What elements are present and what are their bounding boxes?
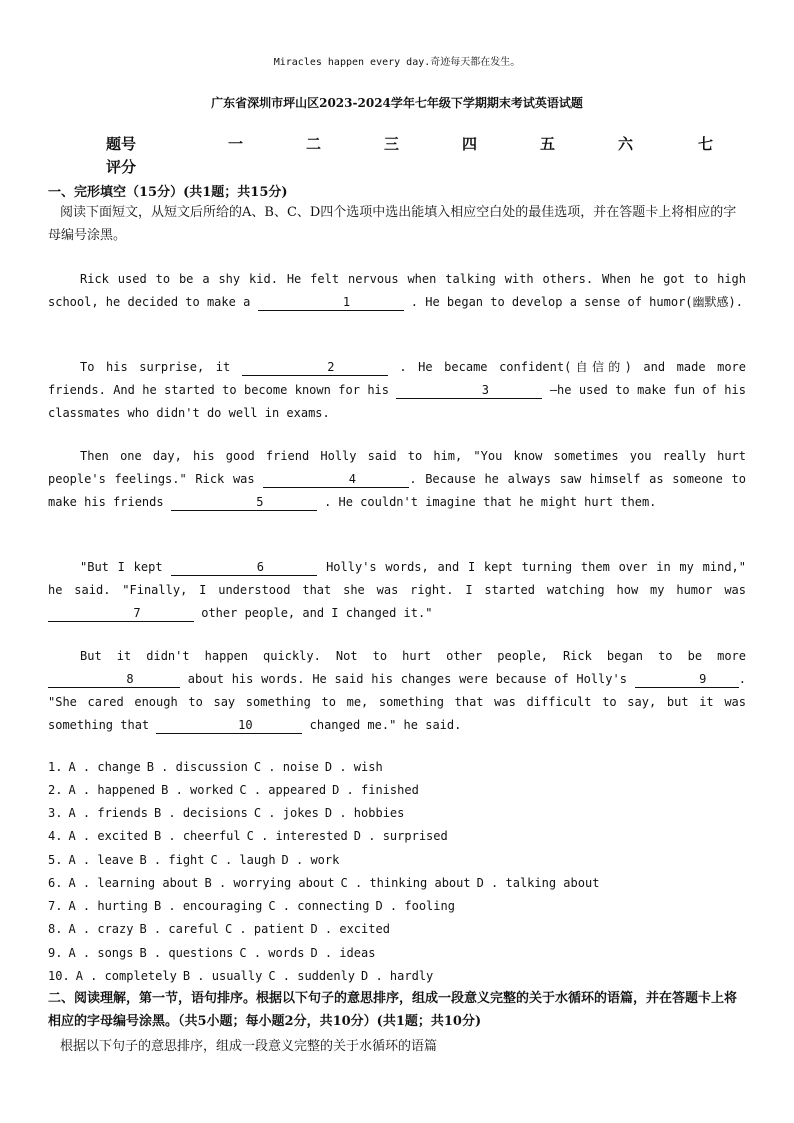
passage-text: Rick used to be a shy kid. He felt nervous when talking with others. When he got to high school, he decided to make a <box>48 272 746 309</box>
page-title: 广东省深圳市坪山区2023-2024学年七年级下学期期末考试英语试题 <box>211 96 583 110</box>
option-d[interactable]: D . talking about <box>476 876 600 890</box>
question-number: 3. <box>48 806 63 820</box>
option-row-6 <box>48 876 605 890</box>
score-col-5: 五 <box>540 135 556 153</box>
passage-paragraph-5 <box>48 645 746 737</box>
option-a[interactable]: A . songs <box>68 946 134 960</box>
option-a[interactable]: A . leave <box>68 853 134 867</box>
option-b[interactable]: B . decisions <box>153 806 248 820</box>
option-b[interactable]: B . cheerful <box>153 829 241 843</box>
passage-paragraph-1 <box>48 268 746 314</box>
option-d[interactable]: D . excited <box>310 922 390 936</box>
option-d[interactable]: D . work <box>281 853 340 867</box>
option-c[interactable]: C . patient <box>224 922 305 936</box>
option-d[interactable]: D . hardly <box>361 969 434 983</box>
page-header-motto: Miracles happen every day.奇迹每天都在发生。 <box>273 57 521 68</box>
option-c[interactable]: C . thinking about <box>340 876 471 890</box>
option-d[interactable]: D . wish <box>324 760 383 774</box>
option-row-1 <box>48 760 389 774</box>
blank-8[interactable]: 8 <box>48 671 180 688</box>
passage-paragraph-4 <box>48 556 746 625</box>
section-1-heading: 一、完形填空（15分）(共1题；共15分) <box>48 185 288 200</box>
option-row-5 <box>48 853 345 867</box>
option-c[interactable]: C . suddenly <box>268 969 356 983</box>
passage-text: . He couldn't imagine that he might hurt them. <box>324 495 657 509</box>
option-c[interactable]: C . laugh <box>210 853 276 867</box>
blank-7[interactable]: 7 <box>48 605 194 622</box>
blank-9[interactable]: 9 <box>635 671 739 688</box>
passage-text: —he used to make fun of his classmates who didn't do well in exams. <box>48 383 746 420</box>
question-number: 4. <box>48 829 63 843</box>
option-d[interactable]: D . fooling <box>375 899 455 913</box>
option-a[interactable]: A . happened <box>68 783 156 797</box>
option-c[interactable]: C . appeared <box>239 783 327 797</box>
score-row-label-score: 评分 <box>106 158 137 176</box>
passage-text: . He began to develop a sense of humor(幽默感). <box>410 295 743 309</box>
blank-4[interactable]: 4 <box>263 471 409 488</box>
score-col-4: 四 <box>462 135 478 153</box>
option-d[interactable]: D . finished <box>332 783 419 797</box>
blank-6[interactable]: 6 <box>171 559 317 576</box>
option-a[interactable]: A . completely <box>75 969 177 983</box>
passage-text: To his surprise, it <box>80 360 231 374</box>
section-1-instruction: 阅读下面短文，从短文后所给的A、B、C、D四个选项中选出能填入相应空白处的最佳选项，并在答题卡上将相应的字母编号涂黑。 <box>48 205 737 243</box>
blank-5[interactable]: 5 <box>171 494 317 511</box>
question-number: 8. <box>48 922 63 936</box>
question-number: 6. <box>48 876 63 890</box>
option-b[interactable]: B . worked <box>161 783 234 797</box>
option-row-2 <box>48 783 425 797</box>
question-number: 10. <box>48 969 70 983</box>
question-number: 2. <box>48 783 63 797</box>
blank-2[interactable]: 2 <box>242 359 388 376</box>
passage-text: other people, and I changed it." <box>201 606 433 620</box>
option-b[interactable]: B . usually <box>182 969 263 983</box>
option-row-3 <box>48 806 410 820</box>
score-col-2: 二 <box>306 135 322 153</box>
option-a[interactable]: A . hurting <box>68 899 148 913</box>
option-c[interactable]: C . noise <box>253 760 319 774</box>
passage-text: . "She cared enough to say something to me, something that was difficult to say, but it was something that <box>48 672 746 732</box>
option-b[interactable]: B . worrying about <box>204 876 335 890</box>
option-b[interactable]: B . careful <box>139 922 219 936</box>
passage-text: Then one day, his good friend Holly said to him, "You know sometimes you really hurt people's feelings." Rick was <box>48 449 746 486</box>
score-col-6: 六 <box>618 135 634 153</box>
section-2-heading: 二、阅读理解，第一节，语句排序。根据以下句子的意思排序，组成一段意义完整的关于水循环的语篇，并在答题卡上将相应的字母编号涂黑。（共5小题；每小题2分，共10分）(共1题；共10分) <box>48 991 738 1029</box>
passage-text: . He became confident(自信的) and made more friends. And he started to become known for his <box>48 360 746 397</box>
score-col-7: 七 <box>698 135 714 153</box>
option-row-7 <box>48 899 461 913</box>
question-number: 9. <box>48 946 63 960</box>
passage-text: But it didn't happen quickly. Not to hurt other people, Rick began to be more <box>80 649 746 663</box>
option-row-9 <box>48 946 381 960</box>
section-2-instruction: 根据以下句子的意思排序，组成一段意义完整的关于水循环的语篇 <box>60 1039 438 1054</box>
question-number: 7. <box>48 899 63 913</box>
question-number: 1. <box>48 760 63 774</box>
blank-10[interactable]: 10 <box>156 717 302 734</box>
option-c[interactable]: C . connecting <box>268 899 370 913</box>
option-a[interactable]: A . friends <box>68 806 148 820</box>
score-col-3: 三 <box>384 135 400 153</box>
question-number: 5. <box>48 853 63 867</box>
option-row-4 <box>48 829 454 843</box>
option-b[interactable]: B . fight <box>139 853 205 867</box>
option-c[interactable]: C . interested <box>246 829 348 843</box>
blank-1[interactable]: 1 <box>258 294 404 311</box>
option-c[interactable]: C . jokes <box>253 806 319 820</box>
option-b[interactable]: B . discussion <box>146 760 248 774</box>
option-a[interactable]: A . excited <box>68 829 148 843</box>
option-row-8 <box>48 922 396 936</box>
score-row-label-number: 题号 <box>106 135 137 153</box>
option-d[interactable]: D . hobbies <box>324 806 405 820</box>
option-d[interactable]: D . surprised <box>353 829 448 843</box>
option-b[interactable]: B . questions <box>139 946 234 960</box>
blank-3[interactable]: 3 <box>396 382 542 399</box>
passage-paragraph-3 <box>48 445 746 514</box>
option-c[interactable]: C . words <box>239 946 305 960</box>
passage-text: . Because he always saw himself as someone to make his friends <box>48 472 746 509</box>
score-col-1: 一 <box>228 135 244 153</box>
passage-text: about his words. He said his changes were because of Holly's <box>187 672 627 686</box>
option-row-10 <box>48 969 439 983</box>
option-a[interactable]: A . change <box>68 760 141 774</box>
option-a[interactable]: A . crazy <box>68 922 134 936</box>
passage-paragraph-2 <box>48 356 746 425</box>
passage-text: "But I kept <box>80 560 163 574</box>
option-d[interactable]: D . ideas <box>310 946 376 960</box>
option-b[interactable]: B . encouraging <box>153 899 263 913</box>
option-a[interactable]: A . learning about <box>68 876 199 890</box>
passage-text: Holly's words, and I kept turning them over in my mind," he said. "Finally, I understood that she was right. I started watching how my humor was <box>48 560 746 597</box>
passage-text: changed me." he said. <box>309 718 462 732</box>
